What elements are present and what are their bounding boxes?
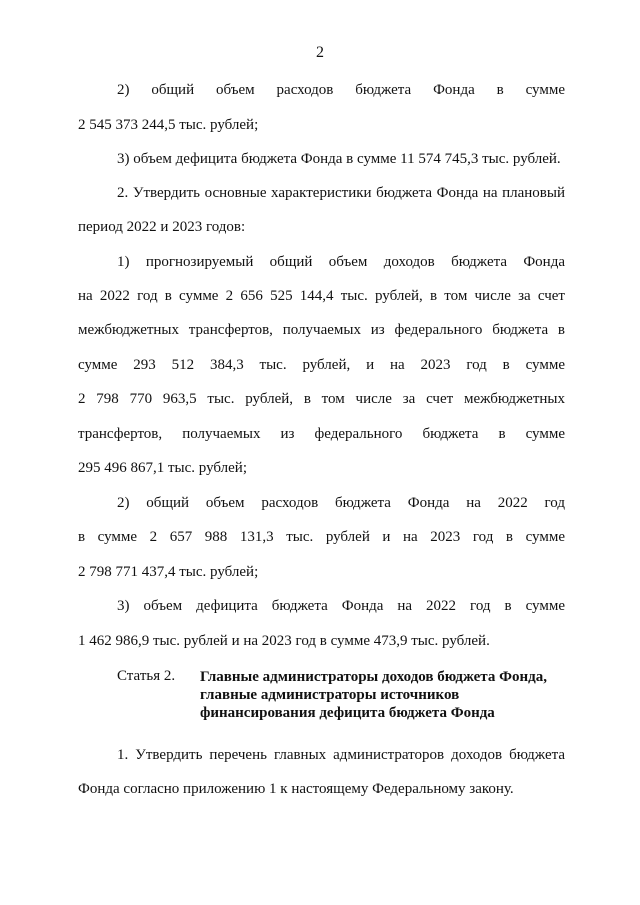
text-line: период 2022 и 2023 годов:: [78, 219, 246, 235]
text-line: 295 496 867,1 тыс. рублей;: [78, 460, 247, 476]
text-line: Фонда согласно приложению 1 к настоящему Федеральному закону.: [78, 781, 514, 797]
text-line: 2 798 771 437,4 тыс. рублей;: [78, 564, 259, 580]
article-title-line: Главные администраторы доходов бюджета Фонда,: [200, 669, 547, 685]
text-line: 2) общий объем расходов бюджета Фонда в сумме: [117, 82, 565, 98]
text-line: 1. Утвердить перечень главных администраторов доходов бюджета: [117, 747, 565, 763]
text-line: сумме 293 512 384,3 тыс. рублей, и на 2023 год в сумме: [78, 357, 565, 373]
page-number: 2: [316, 44, 324, 61]
article-label: Статья 2.: [117, 668, 176, 684]
text-line: трансфертов, получаемых из федерального бюджета в сумме: [78, 426, 565, 442]
text-line: 1 462 986,9 тыс. рублей и на 2023 год в сумме 473,9 тыс. рублей.: [78, 633, 490, 649]
text-line: 2) общий объем расходов бюджета Фонда на 2022 год: [117, 495, 565, 511]
text-line: 2 798 770 963,5 тыс. рублей, в том числе за счет межбюджетных: [78, 391, 565, 407]
text-line: 2. Утвердить основные характеристики бюджета Фонда на плановый: [117, 185, 565, 201]
text-line: 1) прогнозируемый общий объем доходов бюджета Фонда: [117, 254, 565, 270]
text-line: в сумме 2 657 988 131,3 тыс. рублей и на 2023 год в сумме: [78, 529, 565, 545]
article-title-line: главные администраторы источников: [200, 687, 460, 703]
text-line: межбюджетных трансфертов, получаемых из федерального бюджета в: [78, 322, 565, 338]
article-title: [200, 668, 547, 722]
article-title-line: финансирования дефицита бюджета Фонда: [200, 705, 495, 721]
text-line: на 2022 год в сумме 2 656 525 144,4 тыс. рублей, в том числе за счет: [78, 288, 565, 304]
text-line: 2 545 373 244,5 тыс. рублей;: [78, 117, 259, 133]
text-line: 3) объем дефицита бюджета Фонда в сумме 11 574 745,3 тыс. рублей.: [117, 151, 561, 167]
text-line: 3) объем дефицита бюджета Фонда на 2022 год в сумме: [117, 598, 565, 614]
